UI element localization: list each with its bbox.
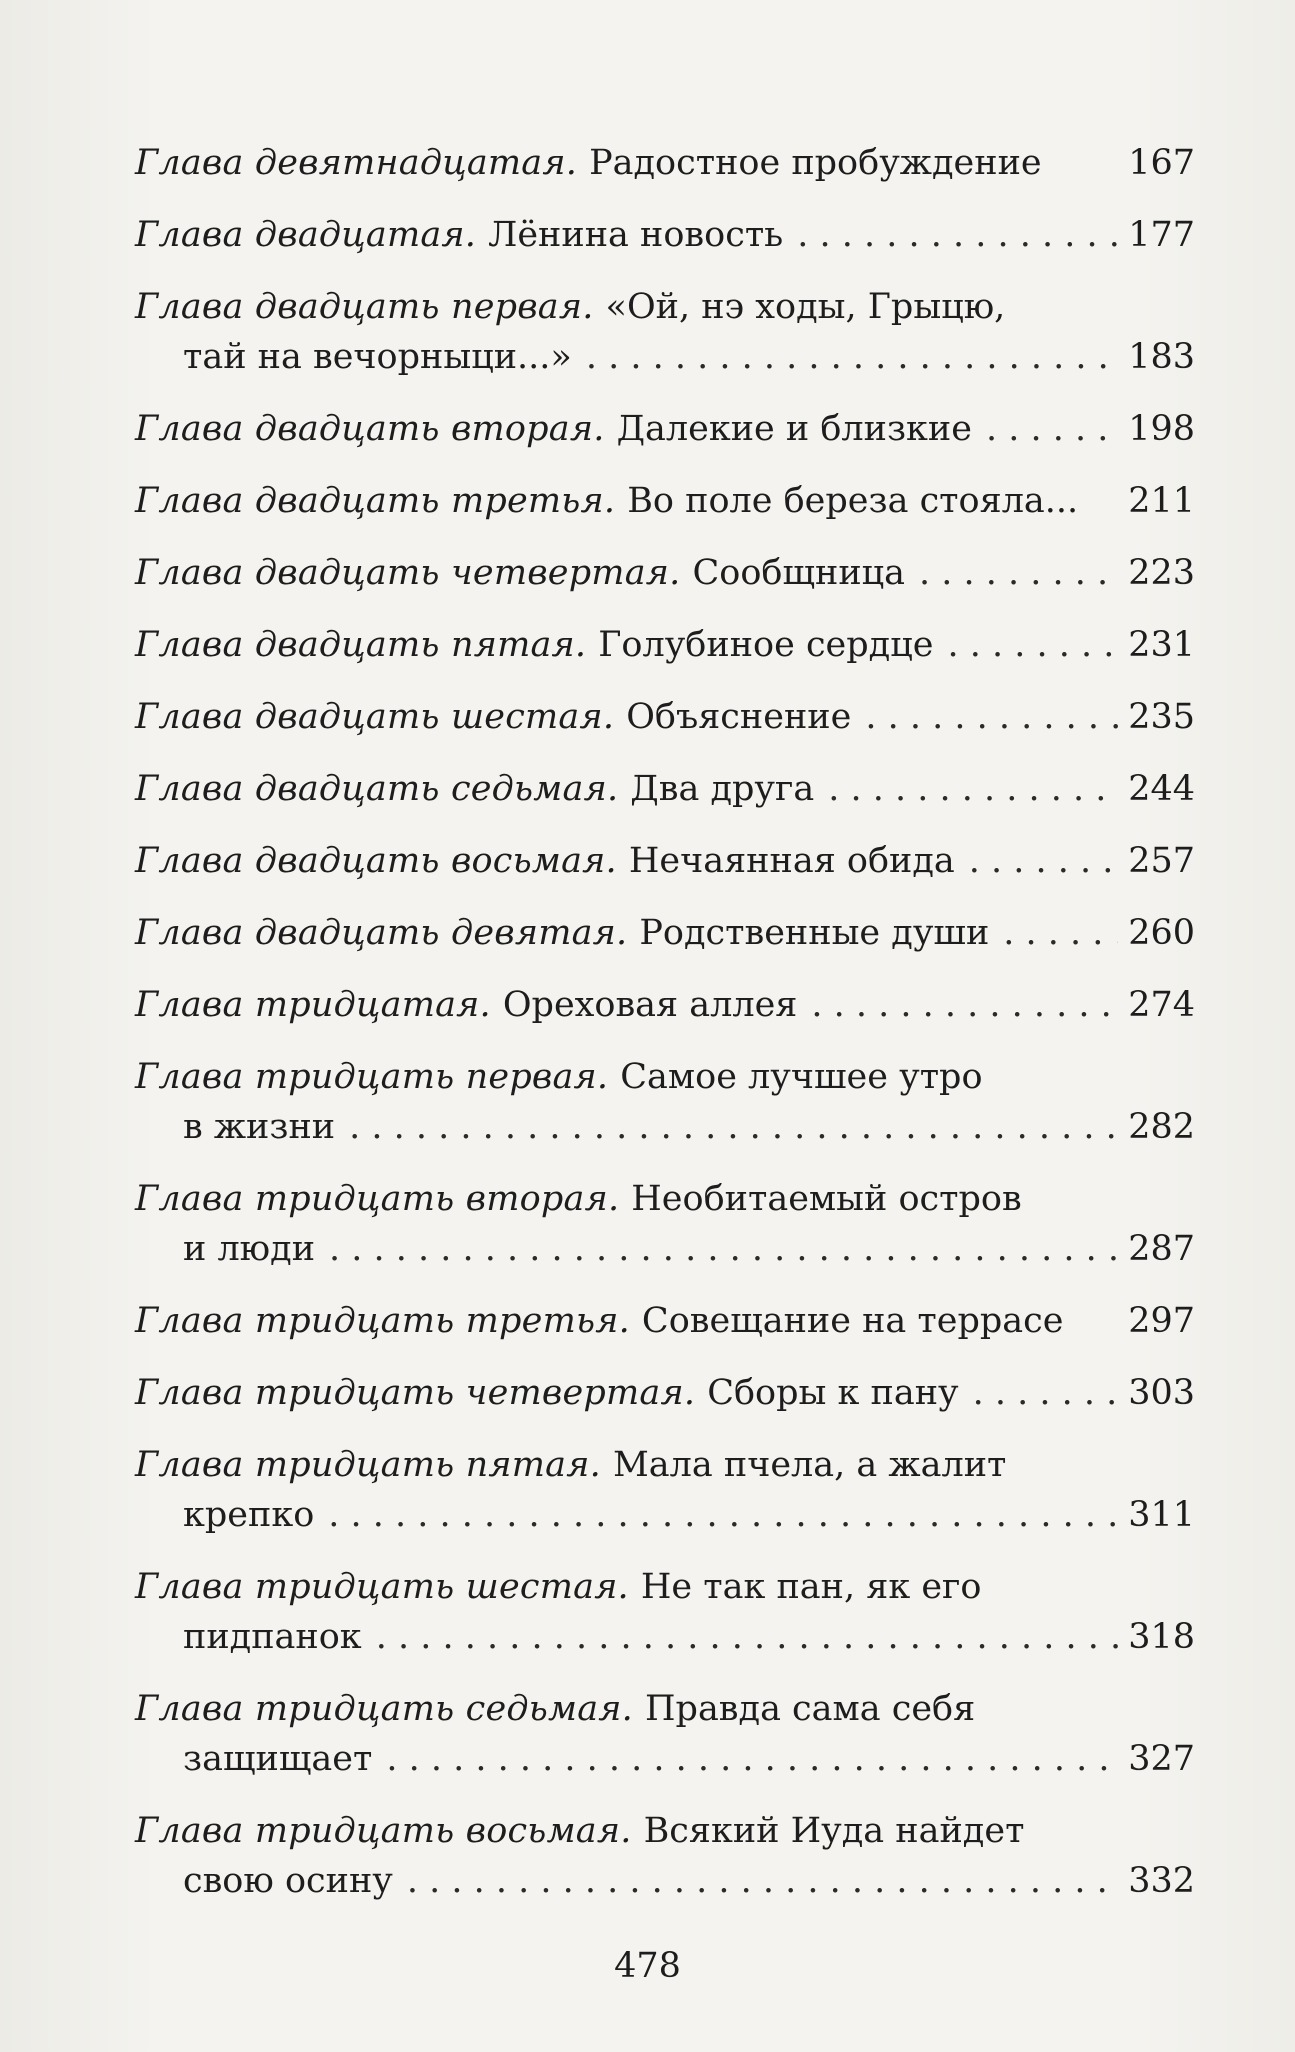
chapter-page-number: 282 bbox=[1128, 1107, 1195, 1147]
chapter-page-number: 311 bbox=[1128, 1495, 1195, 1535]
toc-entry-line bbox=[135, 1368, 1195, 1418]
chapter-title: Необитаемый остров bbox=[631, 1179, 1022, 1219]
chapter-page-number: 231 bbox=[1128, 625, 1195, 665]
toc-entry bbox=[135, 548, 1195, 598]
chapter-page-number: 177 bbox=[1128, 215, 1195, 255]
dot-leader bbox=[797, 210, 1118, 260]
toc-entry-line bbox=[135, 476, 1195, 526]
toc-entry-continuation bbox=[135, 332, 1195, 382]
dot-leader bbox=[386, 1734, 1118, 1784]
chapter-title: Не так пан, як его bbox=[640, 1567, 982, 1607]
toc-entry bbox=[135, 1052, 1195, 1152]
chapter-label: Глава тридцать третья. bbox=[135, 1301, 630, 1341]
chapter-title: Родственные души bbox=[639, 913, 990, 953]
chapter-label: Глава тридцатая. bbox=[135, 985, 491, 1025]
chapter-title-continuation: свою осину bbox=[183, 1861, 393, 1901]
chapter-page-number: 211 bbox=[1128, 481, 1195, 521]
chapter-page-number: 297 bbox=[1128, 1301, 1195, 1341]
toc-entry-line bbox=[135, 1806, 1195, 1856]
toc-entry-line bbox=[135, 692, 1195, 742]
chapter-label: Глава двадцать пятая. bbox=[135, 625, 587, 665]
dot-leader bbox=[1003, 908, 1118, 958]
toc-entry-line bbox=[135, 138, 1195, 188]
toc-entry bbox=[135, 620, 1195, 670]
toc-entry-line bbox=[135, 1174, 1195, 1224]
chapter-label: Глава тридцать восьмая. bbox=[135, 1811, 632, 1851]
chapter-title: Мала пчела, а жалит bbox=[612, 1445, 1007, 1485]
chapter-title: Правда сама себя bbox=[645, 1689, 976, 1729]
chapter-label: Глава двадцать четвертая. bbox=[135, 553, 681, 593]
chapter-label: Глава двадцатая. bbox=[135, 215, 477, 255]
toc-entry-line bbox=[135, 1052, 1195, 1102]
toc-entry bbox=[135, 1684, 1195, 1784]
toc-entry-line bbox=[135, 620, 1195, 670]
page-number: 478 bbox=[614, 1946, 681, 1986]
chapter-label: Глава тридцать четвертая. bbox=[135, 1373, 696, 1413]
dot-leader bbox=[986, 404, 1118, 454]
toc-entry-line bbox=[135, 980, 1195, 1030]
dot-leader bbox=[811, 980, 1118, 1030]
toc-entry bbox=[135, 1562, 1195, 1662]
chapter-title: Два друга bbox=[630, 769, 815, 809]
dot-leader bbox=[328, 1490, 1118, 1540]
toc-entry-line bbox=[135, 548, 1195, 598]
toc-entry-line bbox=[135, 282, 1195, 332]
chapter-title: Сборы к пану bbox=[707, 1373, 959, 1413]
toc-entry-line bbox=[135, 1562, 1195, 1612]
dot-leader bbox=[407, 1856, 1118, 1906]
chapter-page-number: 274 bbox=[1128, 985, 1195, 1025]
chapter-page-number: 183 bbox=[1128, 337, 1195, 377]
toc-entry-line bbox=[135, 210, 1195, 260]
chapter-label: Глава двадцать девятая. bbox=[135, 913, 628, 953]
toc-entry bbox=[135, 908, 1195, 958]
toc-entry-line bbox=[135, 1684, 1195, 1734]
chapter-title: Самое лучшее утро bbox=[620, 1057, 983, 1097]
chapter-label: Глава тридцать первая. bbox=[135, 1057, 609, 1097]
chapter-page-number: 327 bbox=[1128, 1739, 1195, 1779]
chapter-page-number: 167 bbox=[1128, 143, 1195, 183]
toc-entry-line bbox=[135, 1296, 1195, 1346]
chapter-title: Далекие и близкие bbox=[616, 409, 972, 449]
chapter-page-number: 244 bbox=[1128, 769, 1195, 809]
dot-leader bbox=[919, 548, 1118, 598]
toc-entry-continuation bbox=[135, 1612, 1195, 1662]
chapter-title: «Ой, нэ ходы, Грыцю, bbox=[605, 287, 1006, 327]
chapter-label: Глава тридцать пятая. bbox=[135, 1445, 601, 1485]
toc-entry bbox=[135, 1440, 1195, 1540]
toc-entry bbox=[135, 476, 1195, 526]
chapter-label: Глава двадцать первая. bbox=[135, 287, 594, 327]
chapter-title: Объяснение bbox=[626, 697, 852, 737]
chapter-title: Голубиное сердце bbox=[598, 625, 934, 665]
toc-entry-line bbox=[135, 908, 1195, 958]
toc-entry bbox=[135, 764, 1195, 814]
dot-leader bbox=[349, 1102, 1118, 1152]
chapter-page-number: 332 bbox=[1128, 1861, 1195, 1901]
chapter-title: Во поле береза стояла... bbox=[627, 481, 1079, 521]
chapter-title: Сообщница bbox=[692, 553, 906, 593]
chapter-label: Глава тридцать седьмая. bbox=[135, 1689, 634, 1729]
chapter-label: Глава двадцать шестая. bbox=[135, 697, 615, 737]
chapter-page-number: 257 bbox=[1128, 841, 1195, 881]
toc-entry bbox=[135, 836, 1195, 886]
dot-leader bbox=[376, 1612, 1119, 1662]
toc-entry-continuation bbox=[135, 1224, 1195, 1274]
chapter-title-continuation: пидпанок bbox=[183, 1617, 362, 1657]
chapter-label: Глава девятнадцатая. bbox=[135, 143, 578, 183]
toc-entry bbox=[135, 282, 1195, 382]
toc-entry bbox=[135, 1296, 1195, 1346]
chapter-page-number: 287 bbox=[1128, 1229, 1195, 1269]
toc-entry-continuation bbox=[135, 1102, 1195, 1152]
toc-entry-line bbox=[135, 1440, 1195, 1490]
chapter-label: Глава двадцать вторая. bbox=[135, 409, 605, 449]
chapter-label: Глава двадцать седьмая. bbox=[135, 769, 619, 809]
dot-leader bbox=[329, 1224, 1118, 1274]
chapter-label: Глава тридцать шестая. bbox=[135, 1567, 629, 1607]
dot-leader bbox=[865, 692, 1118, 742]
dot-leader bbox=[969, 836, 1118, 886]
toc-entry bbox=[135, 1368, 1195, 1418]
dot-leader bbox=[973, 1368, 1119, 1418]
chapter-page-number: 303 bbox=[1128, 1373, 1195, 1413]
toc-entry-line bbox=[135, 404, 1195, 454]
toc-entry bbox=[135, 1806, 1195, 1906]
chapter-title: Нечаянная обида bbox=[628, 841, 955, 881]
chapter-label: Глава двадцать восьмая. bbox=[135, 841, 617, 881]
toc-entry bbox=[135, 404, 1195, 454]
chapter-title: Всякий Иуда найдет bbox=[643, 1811, 1025, 1851]
chapter-page-number: 318 bbox=[1128, 1617, 1195, 1657]
chapter-title: Совещание на террасе bbox=[641, 1301, 1064, 1341]
toc-entry-line bbox=[135, 764, 1195, 814]
chapter-page-number: 198 bbox=[1128, 409, 1195, 449]
chapter-title-continuation: тай на вечорныци...» bbox=[183, 337, 572, 377]
toc-entry bbox=[135, 210, 1195, 260]
dot-leader bbox=[947, 620, 1118, 670]
chapter-label: Глава тридцать вторая. bbox=[135, 1179, 620, 1219]
dot-leader bbox=[828, 764, 1118, 814]
dot-leader bbox=[586, 332, 1118, 382]
toc-entry bbox=[135, 692, 1195, 742]
toc-entry-line bbox=[135, 836, 1195, 886]
chapter-label: Глава двадцать третья. bbox=[135, 481, 616, 521]
chapter-page-number: 260 bbox=[1128, 913, 1195, 953]
chapter-title-continuation: крепко bbox=[183, 1495, 315, 1535]
chapter-title: Радостное пробуждение bbox=[589, 143, 1042, 183]
chapter-title-continuation: защищает bbox=[183, 1739, 373, 1779]
chapter-title: Ореховая аллея bbox=[502, 985, 798, 1025]
chapter-page-number: 235 bbox=[1128, 697, 1195, 737]
toc-entry bbox=[135, 138, 1195, 188]
toc-entry bbox=[135, 980, 1195, 1030]
chapter-title-continuation: и люди bbox=[183, 1229, 316, 1269]
table-of-contents bbox=[135, 138, 1195, 1928]
chapter-title-continuation: в жизни bbox=[183, 1107, 336, 1147]
chapter-title: Лёнина новость bbox=[488, 215, 784, 255]
toc-entry-continuation bbox=[135, 1734, 1195, 1784]
toc-entry-continuation bbox=[135, 1490, 1195, 1540]
toc-entry-continuation bbox=[135, 1856, 1195, 1906]
toc-entry bbox=[135, 1174, 1195, 1274]
chapter-page-number: 223 bbox=[1128, 553, 1195, 593]
